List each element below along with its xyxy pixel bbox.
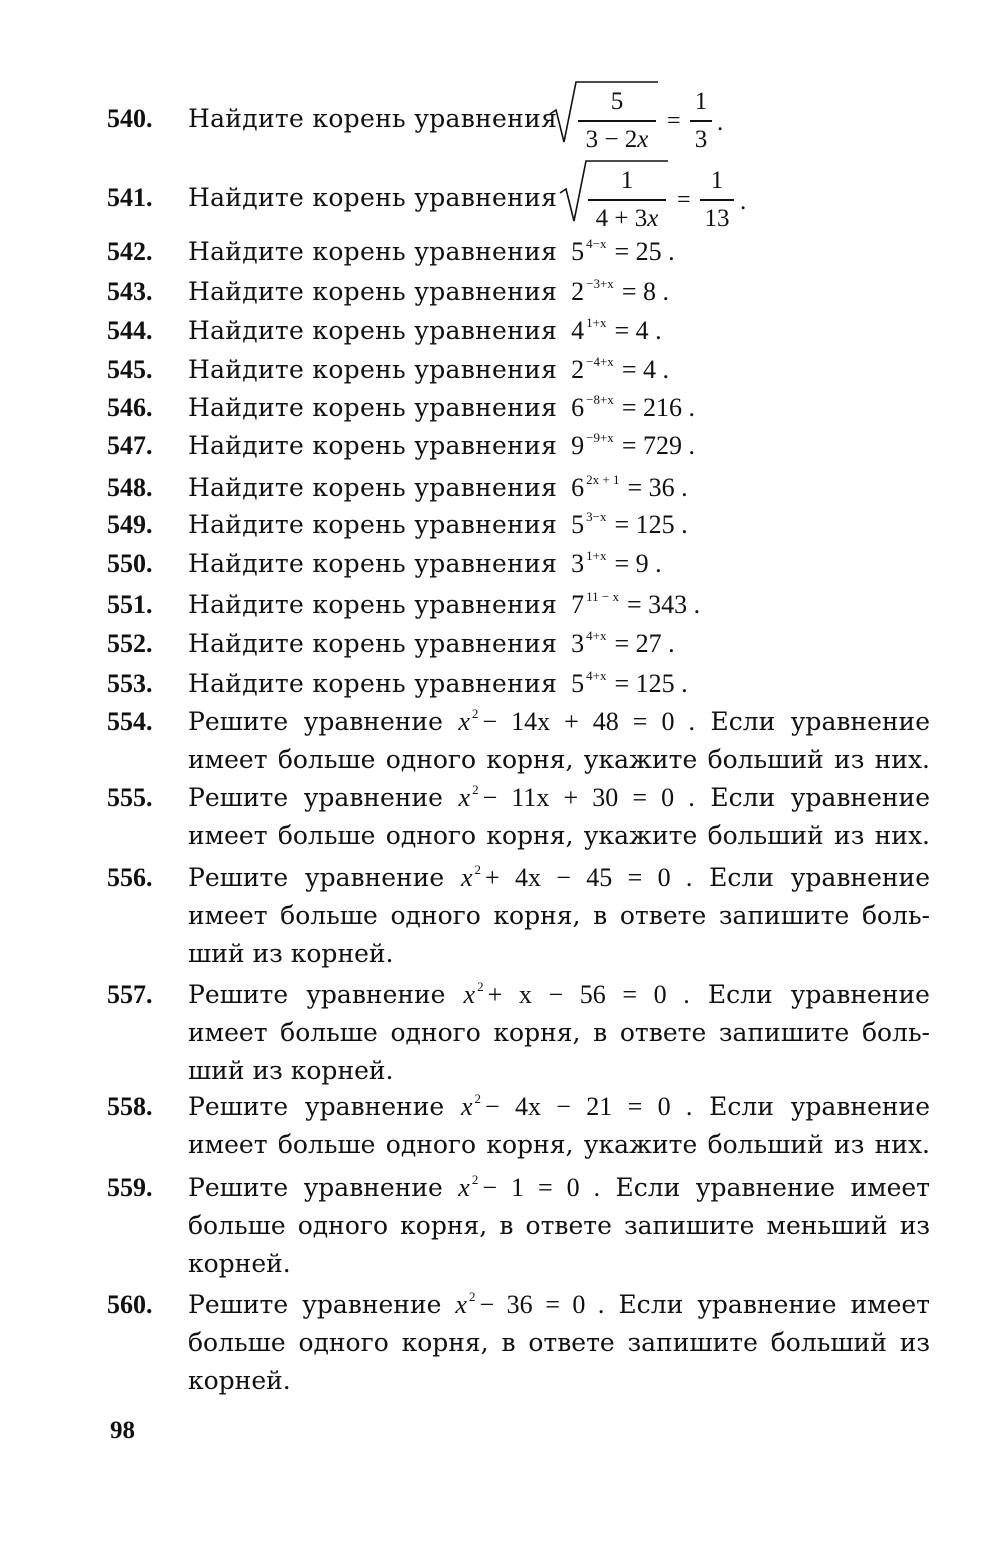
problem-text: Найдите корень уравнения: [188, 510, 558, 539]
condition-text: Если уравнение: [709, 1092, 930, 1121]
period: .: [740, 188, 747, 215]
equation: x $^2$ − 1 = 0 .: [458, 1172, 601, 1202]
rhs: = 729 .: [621, 431, 695, 460]
base: 9: [571, 431, 585, 460]
base: 6: [571, 393, 585, 422]
problem-number: 557.: [107, 980, 153, 1009]
rhs: = 4 .: [621, 355, 669, 384]
problem-number: 550.: [107, 549, 153, 578]
rhs: = 8 .: [621, 277, 669, 306]
base: 2: [571, 277, 585, 306]
problem-number: 559.: [107, 1173, 153, 1202]
equation: [571, 431, 695, 460]
exponent: −4+x: [586, 354, 614, 369]
exponent: 2x + 1: [586, 472, 620, 487]
problem-text: Решите уравнение: [188, 783, 443, 812]
problem-text: Решите уравнение: [188, 707, 443, 736]
problem-text: Найдите корень уравнения: [188, 669, 558, 698]
problem-continuation-line: имеет больше одного корня, укажите больший из них.: [188, 1130, 930, 1159]
problem-text: Найдите корень уравнения: [188, 104, 558, 133]
equation: x $^2$ + x − 56 = 0 .: [463, 979, 690, 1009]
problem-continuation-line: корней.: [188, 1249, 291, 1278]
exponent: 4+x: [586, 628, 607, 643]
problem-text: Найдите корень уравнения: [188, 629, 558, 658]
exponent: 11 − x: [586, 589, 619, 604]
problem-first-line: [188, 1169, 930, 1207]
problem-continuation-line: имеет больше одного корня, в ответе запишите боль-: [188, 1018, 930, 1047]
base: 7: [571, 590, 585, 619]
problem-continuation-line: имеет больше одного корня, укажите больший из них.: [188, 821, 930, 850]
rhs-fraction: 1 3: [690, 87, 712, 155]
problem-number: 547.: [107, 431, 153, 460]
problem-number: 545.: [107, 355, 153, 384]
equation: x $^2$ − 36 = 0 .: [455, 1289, 605, 1319]
equation: [571, 473, 688, 502]
square-exponent: 2: [471, 1172, 479, 1187]
equals-sign: =: [677, 187, 691, 213]
base: 5: [571, 510, 585, 539]
page-number: 98: [110, 1417, 135, 1444]
problem-text: Найдите корень уравнения: [188, 549, 558, 578]
problem-number: 553.: [107, 669, 153, 698]
equals-sign: =: [667, 108, 681, 134]
problem-first-line: [188, 1286, 930, 1324]
base: 5: [571, 669, 585, 698]
problem-number: 542.: [107, 237, 153, 266]
radicand-fraction: 5 3 − 2x: [578, 87, 656, 155]
problem-continuation-line: ший из корней.: [188, 1056, 394, 1085]
base: 4: [571, 316, 585, 345]
condition-text: Если уравнение имеет: [618, 1290, 931, 1319]
rhs: = 36 .: [627, 473, 688, 502]
problem-first-line: [188, 1088, 930, 1126]
condition-text: Если уравнение: [710, 783, 930, 812]
problem-text: Найдите корень уравнения: [188, 355, 558, 384]
rhs: = 125 .: [614, 669, 688, 698]
rhs: = 25 .: [614, 237, 675, 266]
square-exponent: 2: [471, 706, 479, 721]
equation: [571, 510, 688, 539]
equation: [571, 355, 669, 384]
equation: [571, 549, 662, 578]
problem-number: 544.: [107, 316, 153, 345]
base: 2: [571, 355, 585, 384]
problem-number: 549.: [107, 510, 153, 539]
rhs: = 9 .: [614, 549, 662, 578]
problem-number: 558.: [107, 1092, 153, 1121]
problem-text: Решите уравнение: [188, 980, 446, 1009]
problem-first-line: [188, 859, 930, 897]
problem-text: Решите уравнение: [188, 863, 445, 892]
problem-continuation-line: ший из корней.: [188, 939, 394, 968]
equation: x $^2$ − 4x − 21 = 0 .: [460, 1091, 693, 1121]
exponent: 4−x: [586, 236, 607, 251]
exponent: 3−x: [586, 509, 607, 524]
problem-text: Найдите корень уравнения: [188, 590, 558, 619]
radicand-fraction: 1 4 + 3x: [588, 166, 666, 234]
condition-text: Если уравнение: [707, 980, 930, 1009]
rhs-fraction: 1 13: [700, 166, 734, 234]
rhs: = 343 .: [627, 590, 701, 619]
problem-text: Найдите корень уравнения: [188, 183, 558, 212]
rhs: = 125 .: [614, 510, 688, 539]
problem-number: 540.: [107, 104, 153, 133]
problem-text: Найдите корень уравнения: [188, 393, 558, 422]
problem-number: 555.: [107, 783, 153, 812]
exponent: 4+x: [586, 668, 607, 683]
problem-text: Найдите корень уравнения: [188, 473, 558, 502]
problem-first-line: [188, 703, 930, 741]
square-exponent: 2: [477, 979, 484, 994]
problem-text: Найдите корень уравнения: [188, 316, 558, 345]
problem-text: Найдите корень уравнения: [188, 277, 558, 306]
condition-text: Если уравнение: [709, 863, 930, 892]
exponent: −8+x: [586, 392, 614, 407]
equation: [571, 237, 675, 266]
problem-continuation-line: корней.: [188, 1366, 291, 1395]
equation: [571, 393, 695, 422]
equation: x $^2$ − 11x + 30 = 0 .: [458, 782, 695, 812]
problem-continuation-line: имеет больше одного корня, укажите больший из них.: [188, 745, 930, 774]
problem-number: 548.: [107, 473, 153, 502]
rhs: = 4 .: [614, 316, 662, 345]
equation: x $^2$ − 14x + 48 = 0 .: [458, 706, 695, 736]
exponent: −3+x: [586, 276, 614, 291]
square-exponent: 2: [474, 862, 481, 877]
square-exponent: 2: [474, 1091, 481, 1106]
problem-number: 543.: [107, 277, 153, 306]
base: 5: [571, 237, 585, 266]
problem-first-line: [188, 976, 930, 1014]
equation: x $^2$ + 4x − 45 = 0 .: [460, 862, 693, 892]
problem-continuation-line: больше одного корня, в ответе запишите больший из: [188, 1328, 930, 1357]
problem-first-line: [188, 779, 930, 817]
equation: [571, 316, 662, 345]
base: 3: [571, 549, 585, 578]
problem-number: 554.: [107, 707, 153, 736]
equation: [571, 277, 669, 306]
problem-number: 552.: [107, 629, 153, 658]
rhs: = 216 .: [621, 393, 695, 422]
problem-number: 560.: [107, 1290, 153, 1319]
period: .: [717, 109, 724, 136]
problem-text: Решите уравнение: [188, 1092, 445, 1121]
problem-text: Найдите корень уравнения: [188, 431, 558, 460]
equation: [571, 590, 700, 619]
condition-text: Если уравнение имеет: [615, 1173, 930, 1202]
problem-text: Решите уравнение: [188, 1173, 443, 1202]
exponent: 1+x: [586, 315, 607, 330]
problem-continuation-line: имеет больше одного корня, в ответе запишите боль-: [188, 901, 930, 930]
square-exponent: 2: [472, 782, 479, 797]
rhs: = 27 .: [614, 629, 675, 658]
base: 6: [571, 473, 585, 502]
exponent: 1+x: [586, 548, 607, 563]
equation: [571, 629, 675, 658]
exponent: −9+x: [586, 430, 614, 445]
problem-number: 551.: [107, 590, 153, 619]
problem-continuation-line: больше одного корня, в ответе запишите меньший из: [188, 1211, 930, 1240]
square-exponent: 2: [468, 1289, 476, 1304]
problem-number: 541.: [107, 183, 153, 212]
problem-number: 546.: [107, 393, 153, 422]
equation: [571, 669, 688, 698]
problem-text: Найдите корень уравнения: [188, 237, 558, 266]
base: 3: [571, 629, 585, 658]
problem-text: Решите уравнение: [188, 1290, 442, 1319]
problem-number: 556.: [107, 863, 153, 892]
condition-text: Если уравнение: [710, 707, 930, 736]
